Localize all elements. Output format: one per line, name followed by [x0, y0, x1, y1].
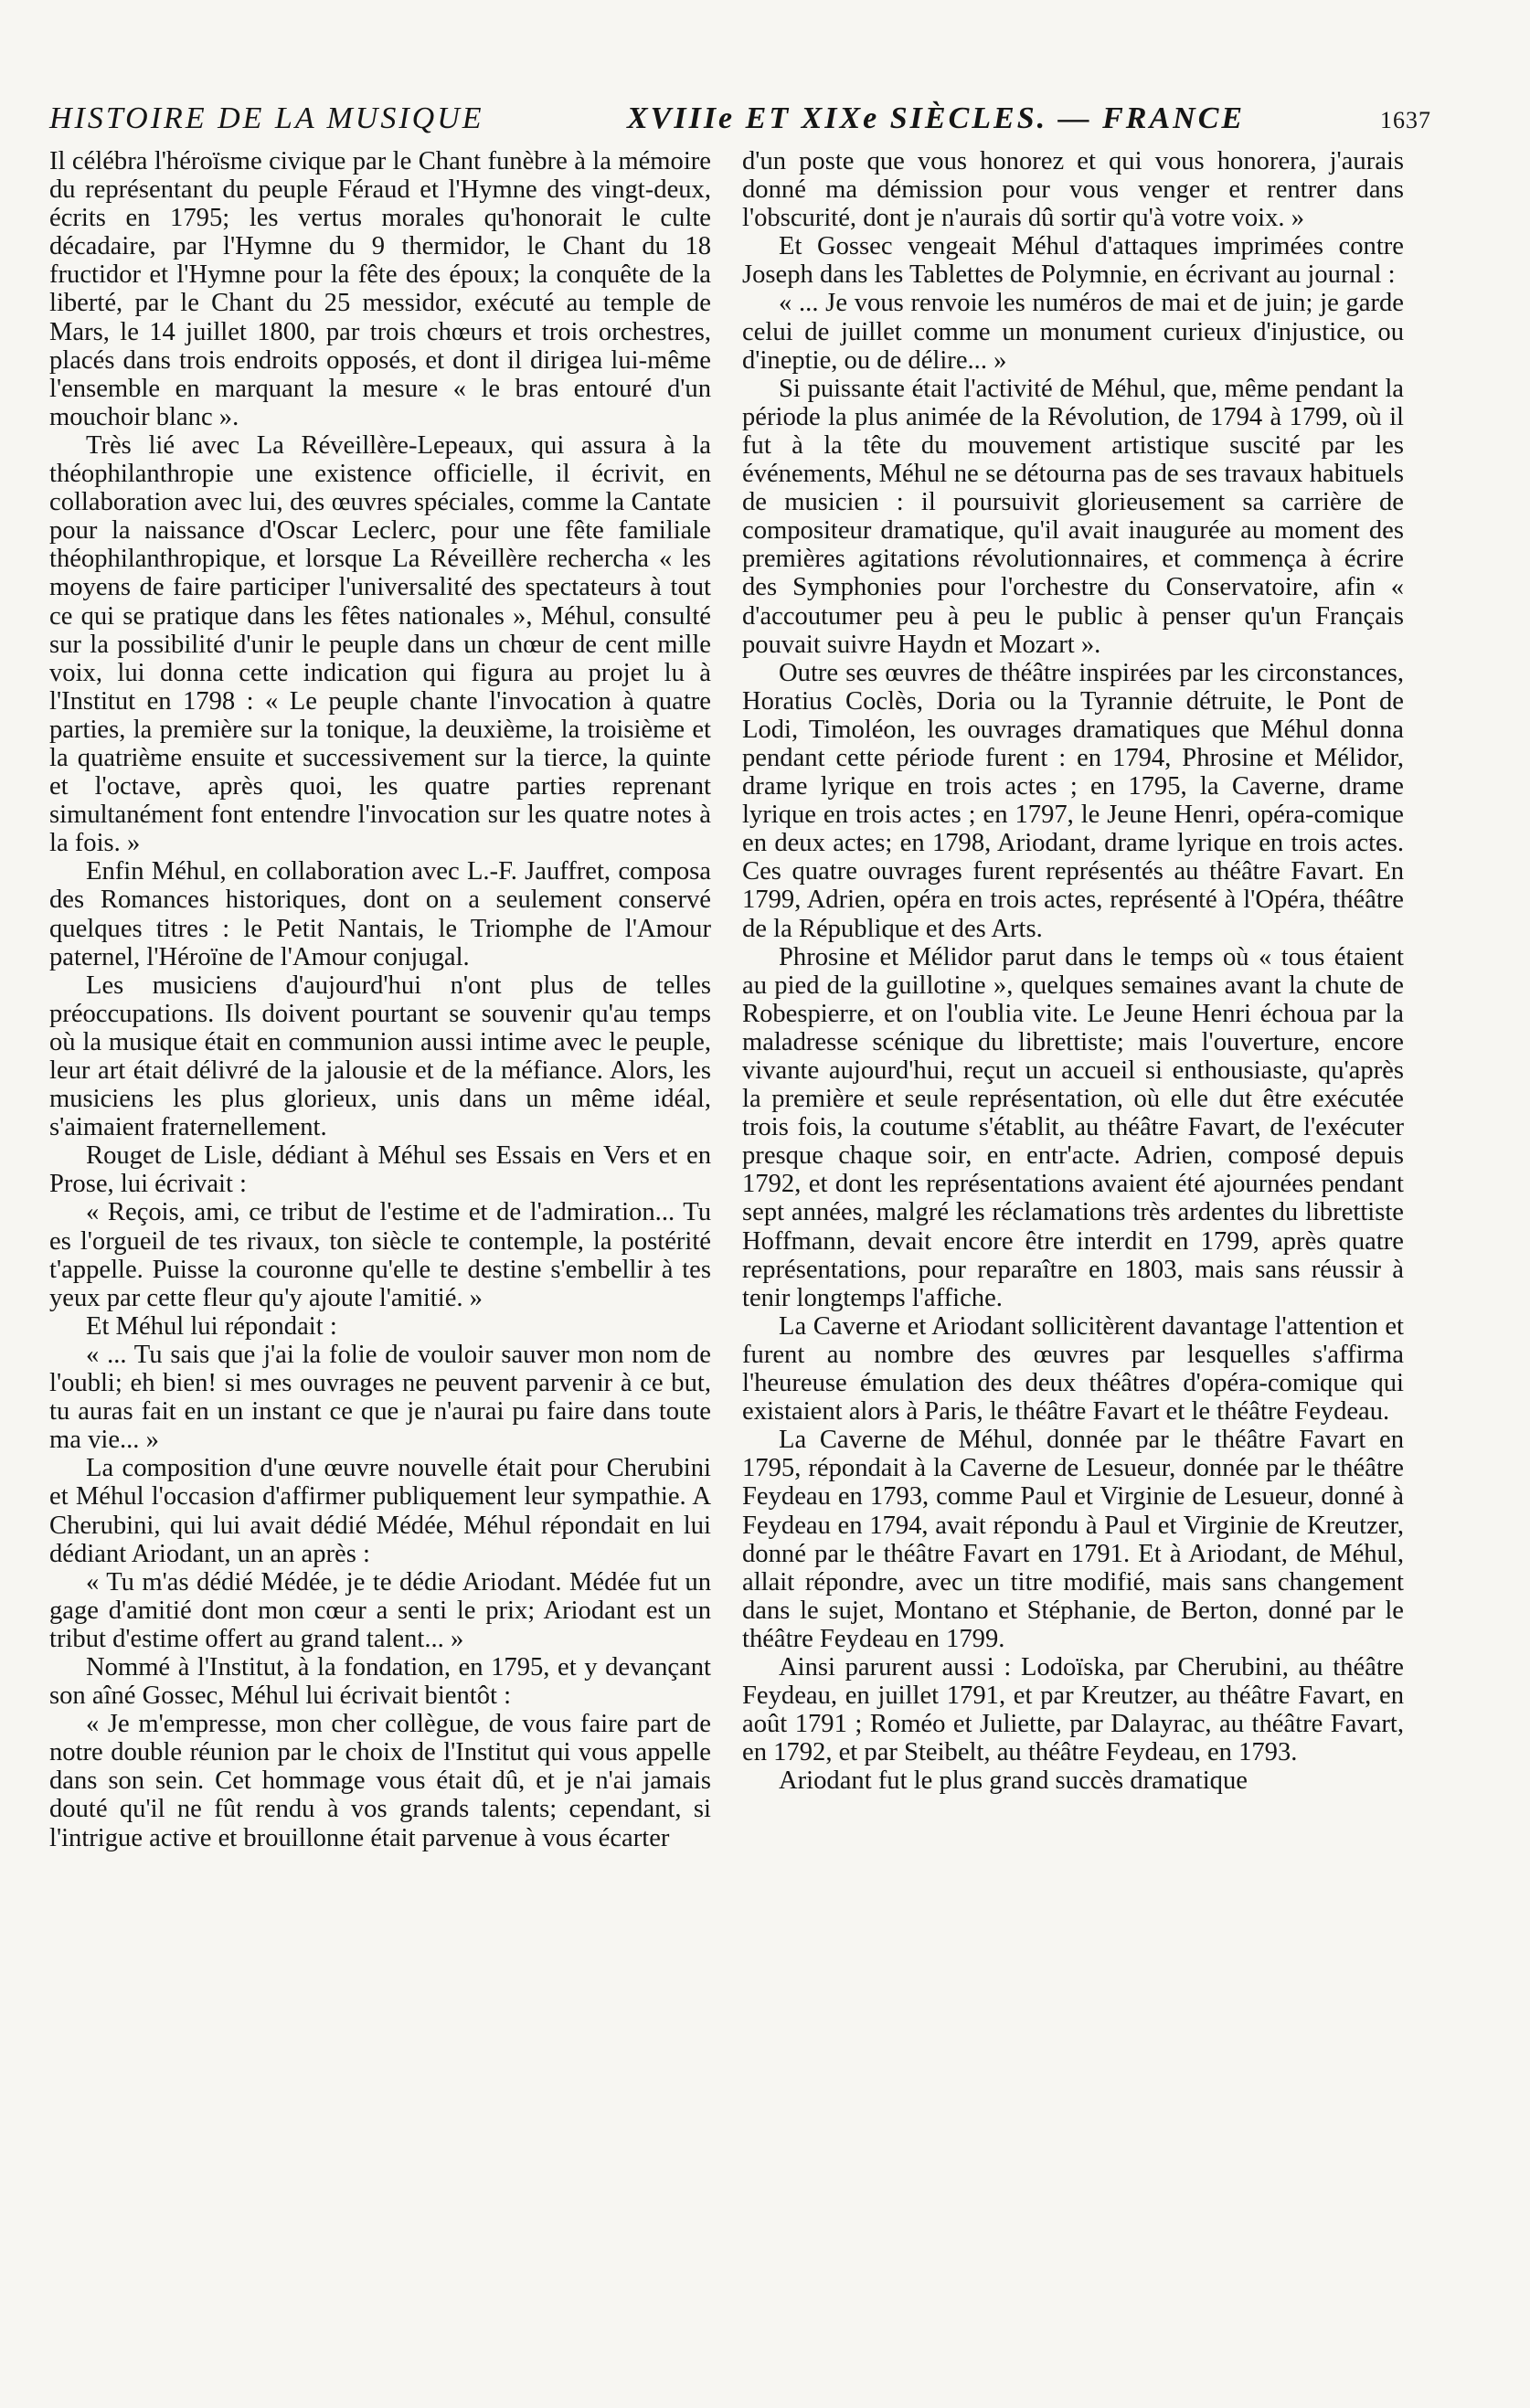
paragraph: Phrosine et Mélidor parut dans le temps où « tous étaient au pied de la guillotine », quelques semaines avant la chute de Robespierre, et on l'oublia vite. Le Jeune Henri échoua par la maladresse scénique du librettiste; mais l'ouverture, encore vivante aujourd'hui, reçut un accueil si enthousiaste, qu'après la première et seule représentation, où elle dut être exécutée trois fois, la coutume s'établit, au théâtre Favart, de l'exécuter presque chaque soir, en entr'acte. Adrien, composé depuis 1792, et dont les représentations avaient été ajournées pendant sept années, malgré les réclamations très ardentes du librettiste Hoffmann, devait encore être interdit en 1799, après quatre représentations, pour reparaître en 1803, mais sans réussir à tenir longtemps l'affiche. [742, 942, 1404, 1312]
right-column [742, 147, 1404, 1795]
paragraph: Enfin Méhul, en collaboration avec L.-F. Jauffret, composa des Romances historiques, dont on a seulement conservé quelques titres : le Petit Nantais, le Triomphe de l'Amour paternel, l'Héroïne de l'Amour conjugal. [49, 857, 711, 971]
quotation: « Reçois, ami, ce tribut de l'estime et de l'admiration... Tu es l'orgueil de tes rivaux, ton siècle te contemple, la postérité t'appelle. Puisse la couronne qu'elle te destine s'embellir à tes yeux par cette fleur qu'y ajoute l'amitié. » [49, 1198, 711, 1312]
paragraph: La composition d'une œuvre nouvelle était pour Cherubini et Méhul l'occasion d'affirmer publiquement leur sympathie. A Cherubini, qui lui avait dédié Médée, Méhul répondait en lui dédiant Ariodant, un an après : [49, 1454, 711, 1568]
paragraph: Et Méhul lui répondait : [86, 1311, 337, 1341]
quotation-continued: d'un poste que vous honorez et qui vous honorera, j'aurais donné ma démission pour vous venger et rentrer dans l'obscurité, dont je n'aurais dû sortir qu'à votre voix. » [742, 147, 1404, 233]
paragraph: Outre ses œuvres de théâtre inspirées par les circonstances, Horatius Coclès, Doria ou la Tyrannie détruite, le Pont de Lodi, Timoléon, les ouvrages dramatiques que Méhul donna pendant cette période furent : en 1794, Phrosine et Mélidor, drame lyrique en trois actes ; en 1795, la Caverne, drame lyrique en trois actes ; en 1797, le Jeune Henri, opéra-comique en deux actes; en 1798, Ariodant, drame lyrique en trois actes. Ces quatre ouvrages furent représentés au théâtre Favart. En 1799, Adrien, opéra en trois actes, représenté à l'Opéra, théâtre de la République et des Arts. [742, 658, 1404, 943]
paragraph: Si puissante était l'activité de Méhul, que, même pendant la période la plus animée de la Révolution, de 1794 à 1799, où il fut à la tête du mouvement artistique suscité par les événements, Méhul ne se détourna pas de ses travaux habituels de musicien : il poursuivit glorieusement sa carrière de compositeur dramatique, qu'il avait inaugurée au moment des premières agitations révolutionnaires, et commença à écrire des Symphonies pour l'orchestre du Conservatoire, afin « d'accoutumer peu à peu le public à penser qu'un Français pouvait suivre Haydn et Mozart ». [742, 374, 1404, 659]
paragraph: Ainsi parurent aussi : Lodoïska, par Cherubini, au théâtre Feydeau, en juillet 1791, et par Kreutzer, au théâtre Favart, en août 1791 ; Roméo et Juliette, par Dalayrac, au théâtre Favart, en 1792, et par Steibelt, au théâtre Feydeau, en 1793. [742, 1652, 1404, 1767]
left-column [49, 147, 711, 1852]
paragraph: Il célébra l'héroïsme civique par le Chant funèbre à la mémoire du représentant du peuple Féraud et l'Hymne des vingt-deux, écrits en 1795; les vertus morales qu'honorait le culte décadaire, par l'Hymne du 9 thermidor, le Chant du 18 fructidor et l'Hymne pour la fête des époux; la conquête de la liberté, par le Chant du 25 messidor, exécuté au temple de Mars, le 14 juillet 1800, par trois chœurs et trois orchestres, placés dans trois endroits opposés, et dont il dirigea lui-même l'ensemble en marquant la mesure « le bras entouré d'un mouchoir blanc ». [49, 147, 711, 431]
quotation: « Je m'empresse, mon cher collègue, de vous faire part de notre double réunion par le choix de l'Institut qui vous appelle dans son sein. Cet hommage vous était dû, et je n'ai jamais douté qu'il ne fût rendu à vos grands talents; cependant, si l'intrigue active et brouillonne était parvenue à vous écarter [49, 1710, 711, 1852]
paragraph: La Caverne et Ariodant sollicitèrent davantage l'attention et furent au nombre des œuvres par lesquelles s'affirma l'heureuse émulation des deux théâtres d'opéra-comique qui existaient alors à Paris, le théâtre Favart et le théâtre Feydeau. [742, 1311, 1404, 1427]
page-number: 1637 [1380, 107, 1431, 133]
paragraph: Ariodant fut le plus grand succès dramatique [779, 1766, 1248, 1796]
paragraph: Très lié avec La Réveillère-Lepeaux, qui assura à la théophilanthropie une existence officielle, il écrivit, en collaboration avec lui, des œuvres spéciales, comme la Cantate pour la naissance d'Oscar Leclerc, pour une fête familiale théophilanthropique, et lorsque La Réveillère rechercha « les moyens de faire participer l'universalité des spectateurs à tout ce qui se pratique dans les fêtes nationales », Méhul, consulté sur la possibilité d'unir le peuple dans un chœur de cent mille voix, lui donna cette indication qui figura au projet lu à l'Institut en 1798 : « Le peuple chante l'invocation à quatre parties, la première sur la tonique, la deuxième, la troisième et la quatrième ensuite et successivement sur la tierce, la quinte et l'octave, après quoi, les quatre parties reprenant simultanément font entendre l'invocation sur les quatre notes à la fois. » [49, 430, 711, 858]
paragraph: La Caverne de Méhul, donnée par le théâtre Favart en 1795, répondait à la Caverne de Lesueur, donnée par le théâtre Feydeau en 1793, comme Paul et Virginie de Lesueur, donné à Feydeau en 1794, avait répondu à Paul et Virginie de Kreutzer, donné par le théâtre Favart en 1791. Et à Ariodant, de Méhul, allait répondre, avec un titre modifié, mais sans changement dans le sujet, Montano et Stéphanie, de Berton, donné par le théâtre Feydeau en 1799. [742, 1426, 1404, 1653]
paragraph: Les musiciens d'aujourd'hui n'ont plus de telles préoccupations. Ils doivent pourtant se souvenir qu'au temps où la musique était en communion aussi intime avec le peuple, leur art était délivré de la jalousie et de la méfiance. Alors, les musiciens les plus glorieux, unis dans un même idéal, s'aimaient fraternellement. [49, 971, 711, 1142]
page [49, 94, 1431, 1852]
header-title-right: XVIIIe ET XIXe SIÈCLES. — FRANCE [627, 101, 1246, 135]
quotation: « Tu m'as dédié Médée, je te dédie Ariodant. Médée fut un gage d'amitié dont mon cœur a senti le prix; Ariodant est un tribut d'estime offert au grand talent... » [49, 1567, 711, 1653]
header-title-left: HISTOIRE DE LA MUSIQUE [49, 101, 484, 135]
quotation: « ... Je vous renvoie les numéros de mai et de juin; je garde celui de juillet comme un monument curieux d'injustice, ou d'ineptie, ou de délire... » [742, 289, 1404, 375]
running-header [49, 94, 1431, 143]
paragraph: Nommé à l'Institut, à la fondation, en 1795, et y devançant son aîné Gossec, Méhul lui écrivait bientôt : [49, 1652, 711, 1711]
paragraph: Et Gossec vengeait Méhul d'attaques imprimées contre Joseph dans les Tablettes de Polymnie, en écrivant au journal : [742, 232, 1404, 290]
quotation: « ... Tu sais que j'ai la folie de vouloir sauver mon nom de l'oubli; eh bien! si mes ouvrages ne peuvent parvenir à ce but, tu auras fait en un instant ce que je n'aurai pu faire dans toute ma vie... » [49, 1340, 711, 1455]
paragraph: Rouget de Lisle, dédiant à Méhul ses Essais en Vers et en Prose, lui écrivait : [49, 1141, 711, 1199]
